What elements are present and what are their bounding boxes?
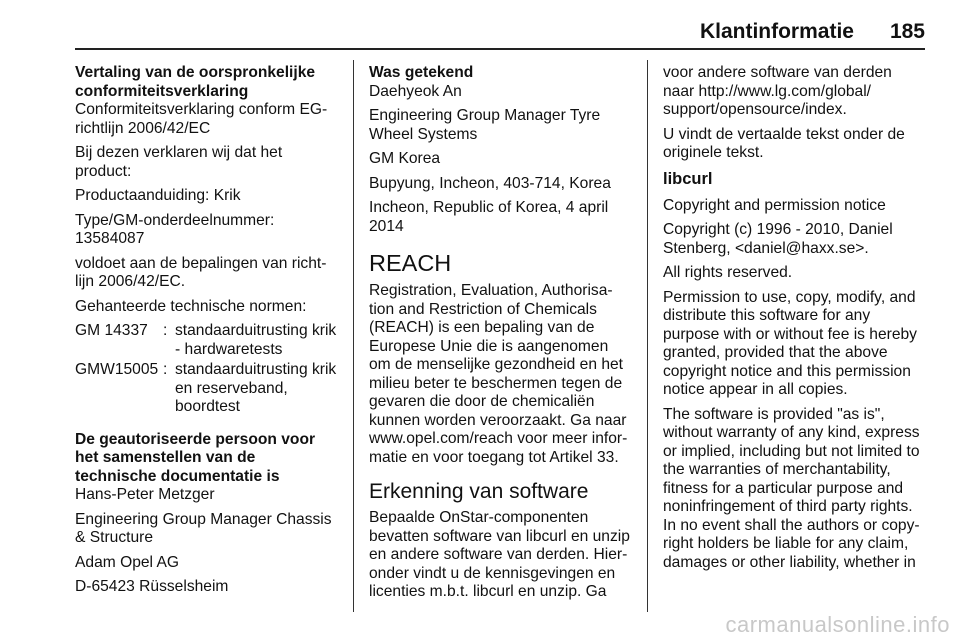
page-number: 185 xyxy=(889,20,925,43)
spec-row xyxy=(75,322,340,359)
reach-paragraph: Registration, Evaluation, Authorisa-tion and Restriction of Chemicals (REACH) is een bepaling van de Europese Unie die is aangenomen om de menselijke gezondheid en het milieu beter te beschermen tegen de gevaren die door de chemicaliën kunnen worden veroorzaakt. Ga naar www.opel.com/reach voor meer infor-matie en voor toegang tot Artikel 33. xyxy=(369,282,628,466)
authorized-person-name: Hans-Peter Metzger xyxy=(75,486,215,503)
section-heading-software: Erkenning van software xyxy=(369,480,589,503)
signed-heading: Was getekend xyxy=(369,64,474,81)
authorized-person-role: Engineering Group Manager Chassis & Structure xyxy=(75,510,332,546)
translation-note: U vindt de vertaalde tekst onder de originele tekst. xyxy=(663,125,905,161)
signer-company: GM Korea xyxy=(369,150,441,167)
signing-place-date: Incheon, Republic of Korea, 4 april 2014 xyxy=(369,199,609,235)
warranty-paragraph: The software is provided "as is", without warranty of any kind, express or implied, including but not limited to the warranties of merchantability, fitness for a particular purpose and noninfringement of third party rights. In no event shall the authors or copy-right holders be liable for any claim, damages or other liability, whether in xyxy=(663,405,920,571)
section-heading-reach: REACH xyxy=(369,250,452,276)
spec-code: GMW15005 xyxy=(75,361,159,378)
column-3 xyxy=(663,64,925,578)
declaration-intro: Bij dezen verklaren wij dat het product: xyxy=(75,144,283,180)
page-header xyxy=(75,0,925,50)
column-2 xyxy=(369,64,634,608)
authorized-person-heading: De geautoriseerde persoon voor het samenstellen van de technische documentatie is xyxy=(75,430,316,485)
copyright-title: Copyright and permission notice xyxy=(663,196,886,214)
signer-role: Engineering Group Manager Tyre Wheel Systems xyxy=(369,107,601,143)
company-address: D-65423 Rüsselsheim xyxy=(75,578,229,595)
spec-code: GM 14337 xyxy=(75,322,148,339)
signer-name: Daehyeok An xyxy=(369,82,462,100)
watermark: carmanualsonline.info xyxy=(725,612,950,637)
software-paragraph: Bepaalde OnStar-componenten bevatten software van libcurl en unzip en andere software van derden. Hier-onder vindt u de kennisgevingen en licenties m.b.t. libcurl en unzip. Ga xyxy=(369,509,630,600)
declaration-directive: Conformiteitsverklaring conform EG-richtlijn 2006/42/EC xyxy=(75,101,328,137)
signer-address: Bupyung, Incheon, 403-714, Korea xyxy=(369,174,611,192)
column-1 xyxy=(75,64,340,603)
column-divider-1 xyxy=(353,60,354,612)
page-title: Klantinformatie xyxy=(699,20,854,43)
permission-paragraph: Permission to use, copy, modify, and distribute this software for any purpose with or without fee is hereby granted, provided that the above copyright notice and this permission notice appear in all copies. xyxy=(663,288,917,398)
spec-separator: : xyxy=(163,361,168,378)
company-name: Adam Opel AG xyxy=(75,553,180,571)
copyright-line: Copyright (c) 1996 - 2010, Daniel Stenberg, <daniel@haxx.se>. xyxy=(663,221,893,257)
column-divider-2 xyxy=(647,60,648,612)
libcurl-heading: libcurl xyxy=(663,169,713,188)
rights-reserved: All rights reserved. xyxy=(663,264,793,281)
spec-description: standaarduitrusting krik - hardwaretests xyxy=(175,322,337,358)
standards-intro: Gehanteerde technische normen: xyxy=(75,297,307,315)
spec-separator: : xyxy=(163,322,168,339)
compliance-statement: voldoet aan de bepalingen van richt-lijn 2006/42/EC. xyxy=(75,254,327,290)
spec-description: standaarduitrusting krik en reserveband, boordtest xyxy=(175,361,337,415)
third-party-link-text: voor andere software van derden naar http://www.lg.com/global/ support/opensource/index. xyxy=(663,64,892,118)
spec-row xyxy=(75,361,340,417)
declaration-heading: Vertaling van de oorspronkelijke conformiteitsverklaring xyxy=(75,64,316,100)
product-designation: Productaanduiding: Krik xyxy=(75,187,241,204)
part-number: Type/GM-onderdeelnummer: 13584087 xyxy=(75,211,275,247)
